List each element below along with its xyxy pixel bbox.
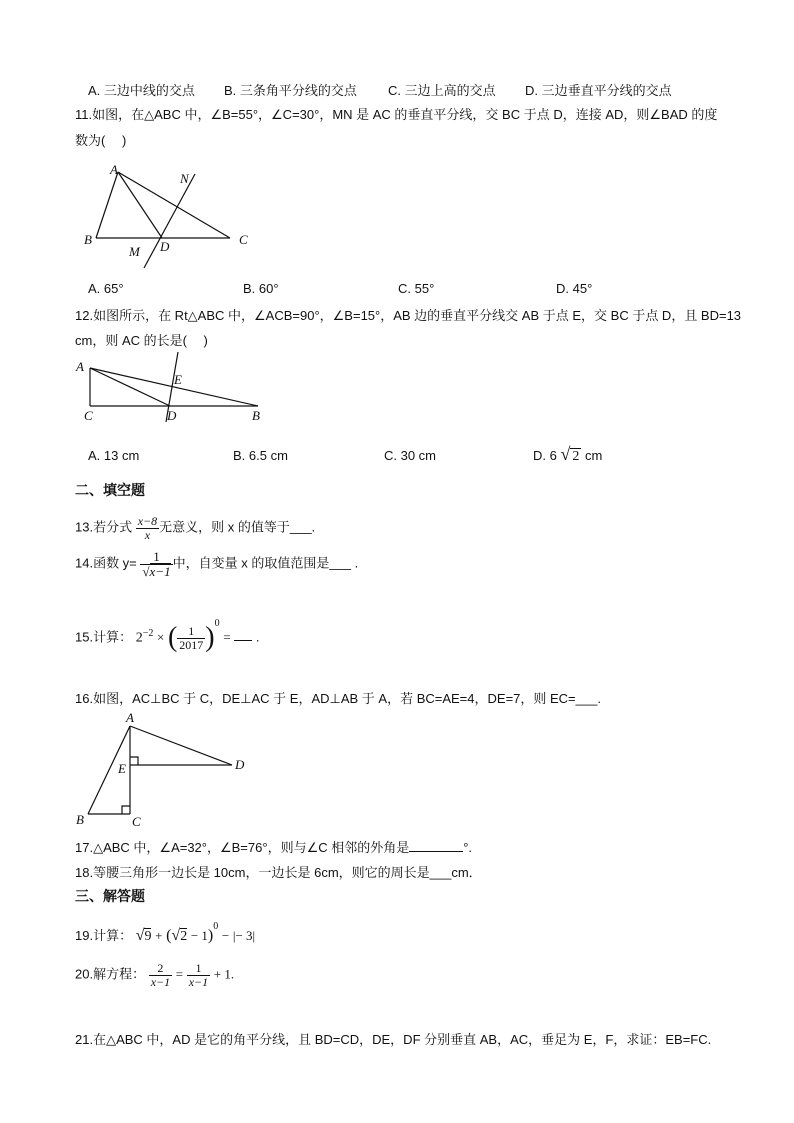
- q12-option-a: A. 13 cm: [88, 448, 140, 463]
- q10-option-d: D. 三边垂直平分线的交点: [525, 83, 672, 98]
- q11-segment-ab: [96, 172, 118, 238]
- q13-prefix: 13.若分式: [75, 519, 133, 535]
- q19-minus-one: − 1: [190, 928, 208, 943]
- q14-denominator: [140, 565, 172, 579]
- sqrt-symbol-icon: √: [135, 927, 145, 944]
- q15-base: 2: [135, 630, 143, 646]
- q19-radicand-2: 2: [180, 929, 188, 944]
- q11-figure: [78, 160, 268, 275]
- right-paren-icon: ): [205, 622, 215, 653]
- q12-figure: [72, 348, 272, 424]
- q12-label-d: D: [167, 408, 177, 423]
- q14-radicand: x−1: [149, 563, 171, 579]
- q13-fraction: [136, 515, 159, 541]
- q19-zero-exponent: 0: [213, 920, 219, 932]
- q11-option-a: A. 65°: [88, 281, 124, 296]
- q20-plus-one: + 1.: [213, 966, 235, 982]
- sqrt-symbol-icon: √: [560, 444, 571, 464]
- q13: [75, 515, 315, 541]
- q15-times: ×: [156, 629, 165, 645]
- q17-answer-blank[interactable]: [409, 840, 463, 852]
- q15-exponent: −2: [142, 628, 154, 640]
- abs-bar-icon: |: [232, 928, 236, 943]
- q11-label-n: N: [180, 171, 189, 186]
- q12-text-line1: 12.如图所示，在 Rt△ABC 中，∠ACB=90°，∠B=15°，AB 边的垂直平分线交 AB 于点 E，交 BC 于点 D，且 BD=13: [75, 308, 742, 323]
- q15-prefix: 15.计算：: [75, 629, 133, 645]
- left-paren-icon: (: [167, 622, 178, 653]
- q19: [75, 920, 256, 945]
- q15: [75, 618, 260, 654]
- q11-option-c: C. 55°: [398, 281, 435, 296]
- q19-abs-content: − 3: [235, 928, 253, 943]
- q14-suffix: 中，自变量 x 的取值范围是___ .: [172, 555, 359, 571]
- q11-label-d: D: [160, 239, 170, 254]
- q20-denominator-right: x−1: [188, 974, 209, 989]
- q11-segment-ad: [118, 172, 162, 238]
- q19-minus: −: [221, 928, 230, 943]
- q12-segment-ad: [90, 368, 170, 406]
- q15-zero-exponent: 0: [214, 618, 220, 630]
- q12-option-c: C. 30 cm: [384, 448, 437, 463]
- q16-label-d: D: [235, 757, 245, 772]
- q14: [75, 550, 358, 578]
- q11-line-mn: [144, 174, 195, 268]
- q17-end: °.: [463, 840, 473, 855]
- q17: [75, 837, 472, 856]
- q20-numerator-left: 2: [149, 962, 172, 976]
- q20-equals: =: [175, 966, 184, 982]
- q20-denominator-left: x−1: [150, 974, 171, 989]
- q11-text-line1: 11.如图，在△ABC 中，∠B=55°，∠C=30°，MN 是 AC 的垂直平分线，交 BC 于点 D，连接 AD，则∠BAD 的度: [75, 107, 718, 122]
- q16-right-angle-c: [122, 806, 130, 814]
- q12-option-d: [533, 444, 602, 465]
- q11-segment-ac: [118, 172, 230, 238]
- q11-label-m: M: [129, 244, 140, 259]
- q17-text: 17.△ABC 中，∠A=32°，∠B=76°，则与∠C 相邻的外角是: [75, 840, 410, 855]
- q16-label-b: B: [76, 812, 84, 827]
- q20-prefix: 20.解方程：: [75, 966, 146, 982]
- q19-radicand-9: 9: [144, 929, 152, 944]
- q15-denominator: 2017: [179, 637, 204, 652]
- q11-option-d: D. 45°: [556, 281, 593, 296]
- q19-prefix: 19.计算：: [75, 928, 133, 943]
- q21-text: 21.在△ABC 中，AD 是它的角平分线，且 BD=CD，DE，DF 分别垂直 AB，AC，垂足为 E，F，求证：EB=FC.: [75, 1032, 712, 1047]
- q10-option-c: C. 三边上高的交点: [388, 83, 496, 98]
- q14-numerator: 1: [140, 550, 172, 565]
- right-paren-icon: ): [207, 927, 214, 944]
- q16-figure: [72, 710, 250, 828]
- section-title-solve: 三、解答题: [75, 888, 145, 904]
- q11-label-c: C: [239, 232, 248, 247]
- q16-segment-ad: [130, 726, 232, 765]
- q19-plus: +: [155, 928, 163, 943]
- left-paren-icon: (: [166, 927, 172, 944]
- q13-numerator: x−8: [137, 514, 158, 528]
- q12-text-line2: cm，则 AC 的长是( ): [75, 333, 208, 348]
- q12-label-c: C: [84, 408, 93, 423]
- q12-option-d-radicand: 2: [572, 449, 580, 464]
- q12-label-b: B: [252, 408, 260, 423]
- q11-option-b: B. 60°: [243, 281, 279, 296]
- abs-bar-icon: |: [252, 928, 256, 943]
- q10-option-a: A. 三边中线的交点: [88, 83, 195, 98]
- q11-text-line2: 数为( ): [75, 133, 127, 148]
- q12-label-a: A: [76, 359, 84, 374]
- q20-fraction-left: [149, 962, 172, 988]
- q14-fraction: [140, 550, 172, 578]
- q12-option-b: B. 6.5 cm: [233, 448, 288, 463]
- q13-suffix: 无意义，则 x 的值等于___.: [159, 519, 316, 535]
- q16-text: 16.如图，AC⊥BC 于 C，DE⊥AC 于 E，AD⊥AB 于 A，若 BC=AE=4，DE=7，则 EC=___.: [75, 691, 601, 706]
- q14-prefix: 14.函数 y=: [75, 555, 137, 571]
- q16-label-c: C: [132, 814, 141, 828]
- q11-label-b: B: [84, 232, 92, 247]
- q16-label-e: E: [118, 761, 126, 776]
- q20-fraction-right: [187, 962, 210, 988]
- q15-equals: =: [223, 629, 231, 645]
- q20-numerator-right: 1: [187, 962, 210, 976]
- sqrt-symbol-icon: √: [142, 563, 150, 579]
- q12-option-d-unit: cm: [584, 448, 603, 463]
- q16-label-a: A: [126, 710, 134, 725]
- sqrt-symbol-icon: √: [171, 927, 181, 944]
- q18-text: 18.等腰三角形一边长是 10cm，一边长是 6cm，则它的周长是___cm．: [75, 865, 482, 880]
- q15-fraction: [177, 625, 205, 651]
- q16-right-angle-e: [130, 757, 138, 765]
- q12-label-e: E: [174, 372, 182, 387]
- q15-answer-blank[interactable]: [234, 629, 252, 641]
- q11-label-a: A: [110, 162, 118, 177]
- q15-suffix: .: [255, 629, 260, 645]
- q12-option-d-prefix: D. 6: [533, 448, 557, 463]
- q15-numerator: 1: [177, 625, 205, 639]
- section-title-fill-in: 二、填空题: [75, 482, 145, 498]
- q20: [75, 962, 234, 988]
- q13-denominator: x: [144, 527, 151, 542]
- q10-option-b: B. 三条角平分线的交点: [224, 83, 357, 98]
